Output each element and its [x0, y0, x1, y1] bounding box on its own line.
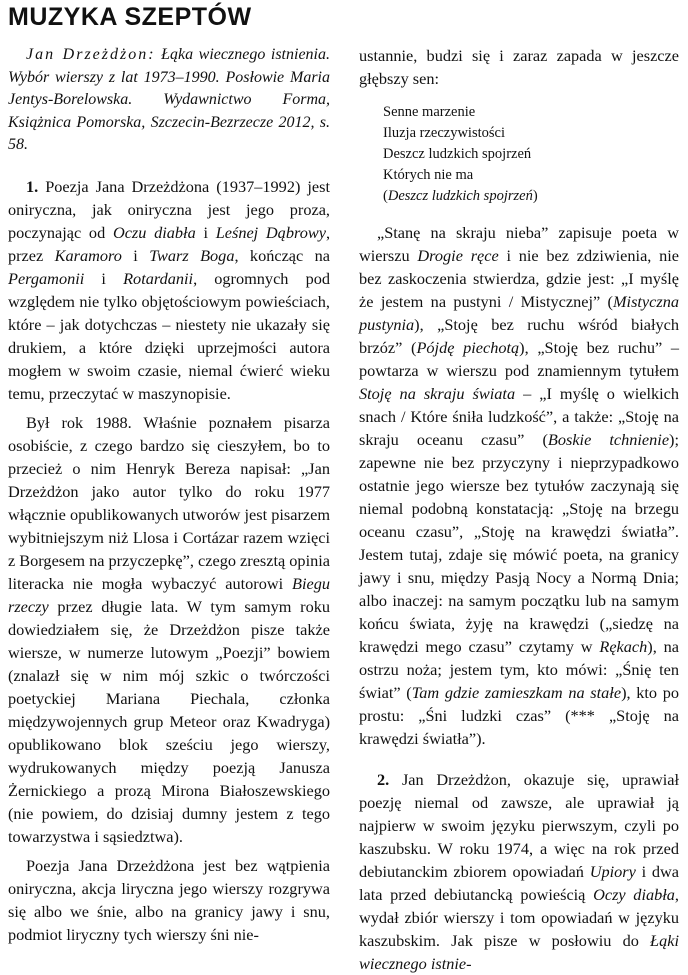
text-run: i	[195, 222, 216, 242]
paragraph-continued: ustannie, budzi się i zaraz zapada w jeszcze głębszy sen:	[359, 46, 679, 88]
page-title: MUZYKA SZEPTÓW	[8, 3, 252, 31]
paragraph-3: Poezja Jana Drzeżdżona jest bez wątpienia oniryczna, akcja liryczna jego wierszy rozgrywa się albo we śnie, albo na granicy jawy i snu, podmiot liryczny tych wierszy śni nie-	[8, 855, 330, 944]
text-run: , przez	[8, 222, 331, 265]
title-run: Pójdę piechotą	[416, 338, 520, 357]
text-run: i dwa lata przed debiutancką powieścią	[359, 862, 680, 904]
poem-source	[383, 186, 679, 207]
paragraph-5	[359, 768, 679, 975]
poem-quote	[383, 102, 679, 207]
title-run: Rotardanii	[123, 268, 194, 288]
text-run: i	[121, 245, 150, 265]
text-run: (	[383, 188, 388, 204]
paragraph-2	[8, 411, 330, 848]
title-run: Tam gdzie zamieszkam na stałe	[411, 683, 622, 702]
title-run: Upiory	[589, 862, 636, 881]
title-run: Stoję na skraju świata	[359, 384, 516, 403]
title-run: Łąki wiecznego istnie-	[359, 931, 679, 973]
text-run: , wydał zbiór wierszy i tom opowiadań w języku kaszubskim. Jak pisze w posłowiu do	[359, 885, 679, 950]
biblio-rest: Łąka wiecznego istnienia. Wybór wierszy z lat 1973–1990. Posłowie Maria Jentys-Borelowska. Wydawnictwo Forma, Książnica Pomorska, Szczecin-Bezrzecze 2012, s. 58.	[8, 46, 330, 153]
poem-line: Deszcz ludzkich spojrzeń	[383, 146, 532, 162]
text-run: i	[84, 268, 124, 288]
biblio-author: Jan Drzeżdżon:	[26, 46, 156, 63]
title-run: Drogie ręce	[417, 246, 499, 265]
poem-line: Których nie ma	[383, 167, 474, 183]
text-run: Jan Drzeżdżon, okazuje się, uprawiał poezję niemal od zawsze, ale uprawiał ją najpierw w swoim języku pierwszym, czyli po kaszubsku. W roku 1974, a więc na rok przed debiutanckim zbiorem opowiadań	[359, 770, 679, 881]
text-run: ), „Stoję bez ruchu” – powtarza w wierszu pod znamiennym tytułem	[359, 338, 680, 380]
title-run: Karamoro	[54, 245, 122, 265]
bibliographic-note	[8, 44, 330, 157]
title-run: Boskie tchnienie	[547, 430, 670, 449]
title-run: Rękach	[599, 637, 648, 656]
title-run: Deszcz ludzkich spojrzeń	[387, 188, 533, 204]
right-column	[359, 44, 679, 975]
text-run: , ogromnych pod względem nie tylko objętościowym powieściach, które – jak dotychczas – niestety nie ukazały się drukiem, a które dzięki uprzejmości autora mogłem w swoim czasie, niemal ćwierć wieku temu, przeczytać w maszynopisie.	[8, 268, 330, 403]
section-number-1: 1.	[26, 176, 39, 196]
title-run: Leśnej Dąbrowy	[215, 222, 326, 242]
title-run: Oczy diabła	[593, 885, 675, 904]
text-run: , kończąc na	[234, 245, 331, 265]
text-run: Poezja Jana Drzeżdżona (1937–1992) jest oniryczna, jak oniryczna jest jego proza, poczynając od	[8, 176, 330, 242]
paragraph-1	[8, 175, 330, 405]
text-run: Był rok 1988. Właśnie poznałem pisarza osobiście, z czego bardzo się cieszyłem, bo to przecież o nim Henryk Bereza napisał: „Jan Drzeżdżon jako autor tylko do roku 1977 włącznie opublikowanych utworów jest pisarzem wybitniejszym niż Llosa i Cortázar razem wzięci z Borgesem na przyczepkę”, czego zresztą opinia literacka nie mogła wybaczyć autorowi	[8, 412, 330, 593]
text-run: przez długie lata. W tym samym roku dowiedziałem się, że Drzeżdżon pisze także wiersze, w numerze lutowym „Poezji” bowiem (znalazł się w nim mój szkic o twórczości poetyckiej Mariana Piechala, członka międzywojennych grup Meteor oraz Kwadryga) opublikowano blok sześciu jego wierszy, wydrukowanych między poezją Janusza Żernickiego a prozą Mirona Białoszewskiego (nie powiem, do dzisiaj dumny jestem z tego towarzystwa i sąsiedztwa).	[8, 596, 330, 846]
title-run: Twarz Boga	[149, 245, 235, 265]
section-number-2: 2.	[377, 770, 390, 789]
poem-line: Iluzja rzeczywistości	[383, 125, 505, 141]
text-run: ); zapewne nie bez przyczyny i nieprzypadkowo ostatnie jego wiersze bez tytułów zaczynają się niemal podobną konstatacją: „Stoję na brzegu oceanu czasu”, „Stoję na krawędzi światła”. Jestem tutaj, zdaje się mówić poeta, na granicy jawy i snu, między Pasją Nocy a Normą Dnia; albo inaczej: na samym początku lub na samym końcu świata, żyję na krawędzi („siedzę na krawędzi mego czasu” czytamy w	[359, 430, 679, 656]
left-column	[8, 44, 330, 946]
text-run: i nie bez zdziwienia, nie bez zaskoczenia stwierdza, gdzie jest: „I myślę że jestem na pustyni / Mistycznej” (	[359, 246, 680, 311]
text-run: – „I myślę o wielkich snach / Które śniła ludzkość”, a także: „Stoję na skraju oceanu czasu” (	[359, 384, 680, 449]
paragraph-4	[359, 221, 679, 750]
title-run: Biegu rzeczy	[8, 573, 330, 616]
text-run: )	[532, 188, 538, 204]
text-run: „Stanę na skraju nieba” zapisuje poeta w wierszu	[359, 223, 679, 265]
title-run: Oczu diabła	[112, 222, 196, 242]
text-run: ), kto po prostu: „Śni ludzki czas” (*** „Stoję na krawędzi światła”).	[359, 683, 679, 748]
text-run: ), na ostrzu noża; jestem tym, kto mówi: „Śnię ten świat” (	[359, 637, 679, 702]
title-run: Pergamonii	[8, 268, 85, 288]
poem-line: Senne marzenie	[383, 104, 476, 120]
text-run: ), „Stoję bez ruchu wśród białych brzóz” (	[359, 315, 679, 357]
title-run: Mistyczna pustynia	[359, 292, 679, 334]
